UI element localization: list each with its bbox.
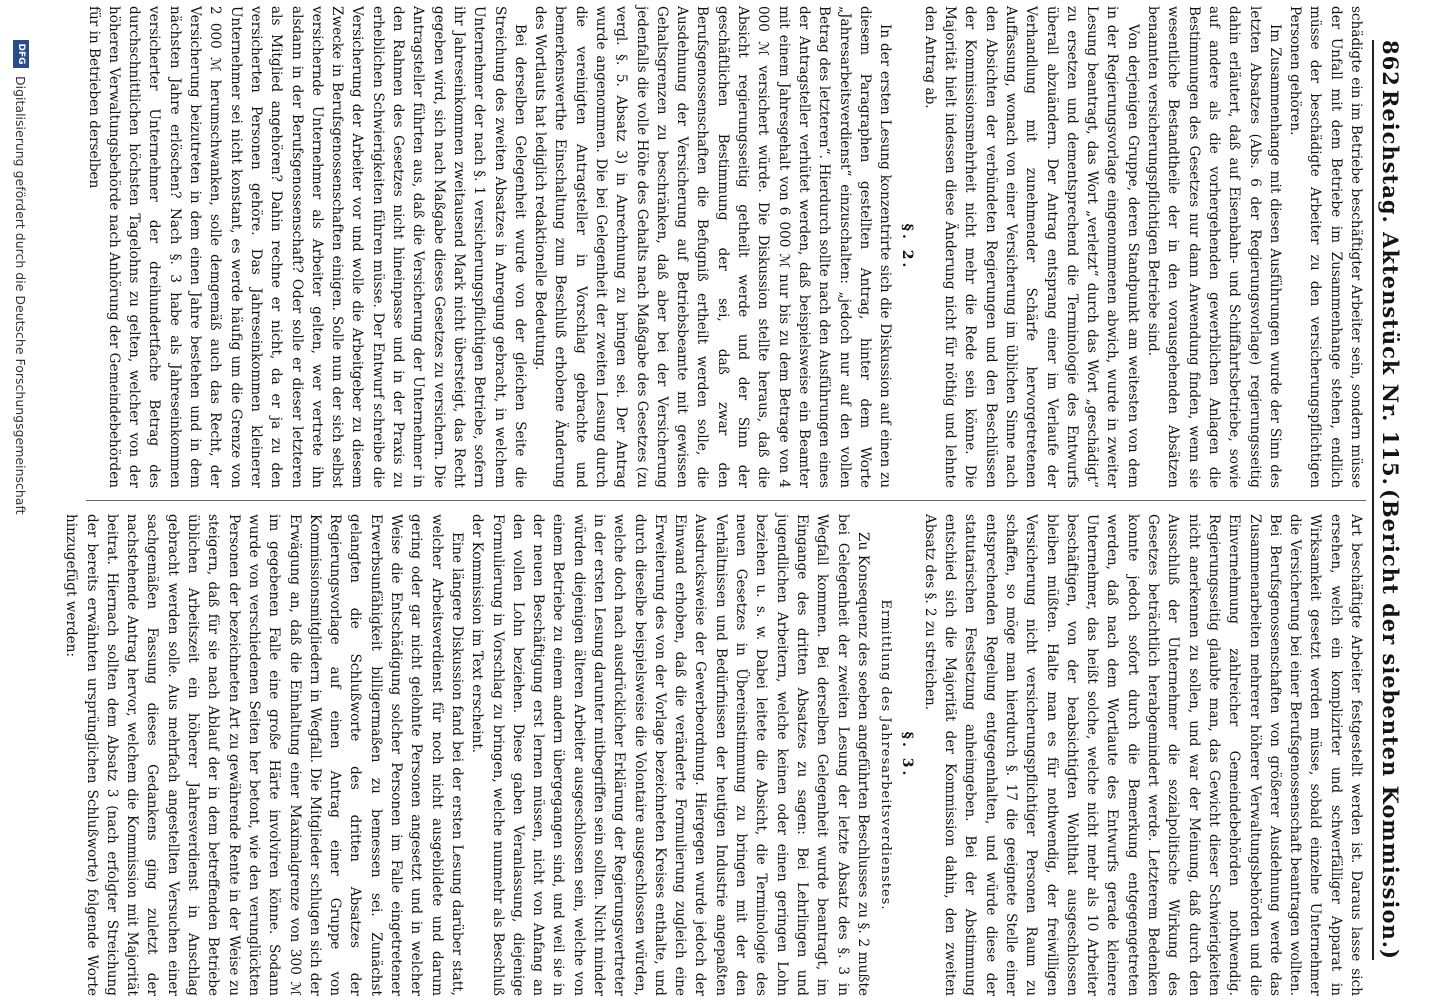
dfg-logo: DFG [13, 40, 29, 68]
paragraph: Zu Konsequenz des soeben angeführten Beschlusses zu §. 2 mußte bei Gelegenheit der zweiten Lesung der letzte Absatz des §. 3 in Wegfall kommen. Bei derselben Gelegenheit wurde beantragt, im Eingange des dritten Absatzes zu sagen: Bei Lehrlingen und jugendlichen Arbeitern, welche keinen oder einen geringen Lohn beziehen u. s. w. Dabei leitete die Absicht, die Terminologie des neuen Gesetzes in Übereinstimmung zu bringen mit der den Verhältnissen und Bedürfnissen der heutigen Industrie angepaßten Ausdrucksweise der Gewerbeordnung. Hiergegen wurde jedoch der Einwand erhoben, daß die veränderte Formulierung zugleich eine Erweiterung des von der Vorlage bezeichneten Kreises enthalte, und durch dieselbe beispielsweise die Volontaire ausgeschlossen würden, welche doch nach ausdrücklicher Erklärung der Regierungsvertreter in der ersten Lesung darunter mitbegriffen sein sollten. Nicht minder würden diejenigen älteren Arbeiter ausgeschlossen sein, welche von einem Betriebe zu einem andern übergegangen sind, und weil sie in der neuen Beschäftigung erst lernen müssen, nicht von Anfang an den vollen Lohn beziehen. Diese gaben Veranlassung, diejenige Formulierung in Vorschlag zu bringen, welche nunmehr als Beschluß der Kommission im Text erscheint. [469, 514, 871, 996]
header-rule [1372, 40, 1374, 960]
paragraph: Eine längere Diskussion fand bei der ersten Lesung darüber statt, welcher Arbeitsverdienst für noch nicht ausgebildete und darum gering oder gar nicht gelohnte Personen angesetzt und in welcher Weise die Entschädigung solcher Personen im Falle eingetretener Erwerbsunfähigkeit billigermaßen zu bemessen sei. Zunächst gelangten die Schlußworte des dritten Absatzes der Regierungsvorlage auf einen Antrag einer Gruppe von Kommissionsmitgliedern in Wegfall. Die Mitglieder schlugen sich der Erwägung an, daß die Einhaltung einer Maximalgrenze von 300 ℳ im gegebenen Falle eine große Härte involviren könne. Sodann wurde von verschiedenen Seiten her betont, wie den verunglückten Personen der bezeichneten Art zu gewährende Rente in der Weise zu steigern, daß für sie nach Ablauf der in dem betreffenden Betriebe üblichen Arbeitszeit ein höherer Jahresverdienst in Anschlag gebracht werden solle. Aus mehrfach angestellten Versuchen einer sachgemäßen Fassung dieses Gedankens ging zuletzt der nachstehende Antrag hervor, welchem die Kommission mit Majorität beitrat. Hiernach sollten dem Absatz 3 (nach erfolgter Streichung der bereits erwähnten ursprünglichen Schlußworte) folgende Worte hinzugefügt werden: [63, 514, 465, 996]
footer-text: Digitalisierung gefördert durch die Deutsche Forschungsgemeinschaft [13, 76, 29, 515]
paragraph: Von derjenigen Gruppe, deren Standpunkt am weitesten von dem in der Regierungsvorlage eingenommenen abwich, wurde in zweiter Lesung beantragt, das Wort „verletzt“ durch das Wort „geschädigt“ zu ersetzen und dementsprechend die Terminologie des Entwurfs überall abzuändern. Der Antrag entsprang einer im Verlaufe der Verhandlung mit zunehmender Schärfe hervorgetretenen Auffassung, wonach von einer Versicherung im üblichen Sinne nach den Absichten der verbündeten Regierungen und den Beschlüssen der Kommissionsmehrheit nicht mehr die Rede sein könne. Die Majorität hielt indessen diese Änderung nicht für nöthig und lehnte den Antrag ab. [921, 6, 1141, 488]
paragraph: Bei derselben Gelegenheit wurde von der gleichen Seite die Streichung des zweiten Absatzes in Anregung gebracht, in welchem Unternehmer der nach §. 1 versicherungspflichtigen Betriebe, sofern ihr Jahreseinkommen zweitausend Mark nicht übersteigt, das Recht gegeben wird, sich nach Maßgabe dieses Gesetzes zu versichern. Die Antragsteller führten aus, daß die Versicherung der Unternehmer in den Rahmen des Gesetzes nicht hineinpasse und in der Praxis zu erheblichen Schwierigkeiten führen müsse. Der Entwurf schreibe die Versicherung der Arbeiter vor und wolle die Arbeitgeber zu diesem Zwecke in Berufsgenossenschaften einigen. Solle nun der sich selbst versichernde Unternehmer als Arbeiter gelten, wer vertrete ihn alsdann in der Berufsgenossenschaft? Oder solle er dieser letzteren als Mitglied angehören? Dahin rechne er nicht, da er ja zu den versicherten Personen gehöre. Das Jahreseinkommen kleinerer Unternehmer sei nicht konstant, es werde häufig um die Grenze von 2 000 ℳ herumschwanken, solle demgemäß auch das Recht, der Versicherung beizutreten in dem einen Jahre bestehen und in dem nächsten Jahre erlöschen? Nach §. 3 habe als Jahreseinkommen versicherter Unternehmer der dreihundertfache Betrag des durchschnittlichen höchsten Tagelohns zu gelten, welcher von der höheren Verwaltungsbehörde nach Anhörung der Gemeindebehörden für in Betrieben derselben [85, 6, 528, 488]
paragraph: In der ersten Lesung konzentrirte sich die Diskussion auf einen zu diesem Paragraphen gestellten Antrag, hinter dem Worte „Jahresarbeitsverdienst“ einzuschalten: „jedoch nur auf den vollen Betrag des letzteren“. Hierdurch sollte nach den Ausführungen eines der Antragsteller verhütet werden, daß beispielsweise ein Beamter mit einem Jahresgehalt von 6 000 ℳ nur bis zu dem Betrage von 4 000 ℳ versichert würde. Die Diskussion stellte heraus, daß die Absicht regierungsseitig getheilt werde und der Sinn der geschäftlichen Bestimmung der sei, daß zwar den Berufsgenossenschaften die Befugniß ertheilt werden solle, die Ausdehnung der Versicherung auf Betriebsbeamte mit gewissen Gehaltsgrenzen zu beschränken, daß aber bei der Versicherung jedenfalls die volle Höhe des Gehalts nach Maßgabe des Gesetzes (zu vergl. §. 5. Absatz 3) in Anrechnung zu bringen sei. Der Antrag wurde angenommen. Die bei Gelegenheit der zweiten Lesung durch die vereinigten Antragsteller in Vorschlag gebrachte und bemerkenswerthe Einschaltung zum Beschluß erhobene Änderung des Wortlauts hat lediglich redaktionelle Bedeutung. [532, 6, 894, 488]
header-section-title: (Bericht der siebenten Kommission.) [1378, 488, 1403, 960]
header-title: Reichstag. Aktenstück Nr. 115. [1378, 89, 1403, 486]
paragraph: schädigte ein im Betriebe beschäftigter Arbeiter sein, sondern müsse der Unfall mit dem Betriebe im Zusammenhange stehen, endlich müsse der beschädigte Arbeiter zu den versicherungspflichtigen Personen gehören. [1287, 6, 1364, 488]
digitization-footer [10, 40, 32, 940]
section-heading: §. 3. [899, 731, 916, 779]
paragraph: Im Zusammenhange mit diesen Ausführungen wurde der Sinn des letzten Absatzes (Abs. 6 der Regierungsvorlage) regierungsseitig dahin erläutert, daß auf Eisenbahn- und Schiffahrtsbetriebe, sowie auf andere als die vorhergehenden gewerblichen Anlagen die Bestimmungen des Gesetzes nur dann Anwendung finden, wenn sie wesentliche Bestandtheile der in den vorausgehenden Absätzen benannten versicherungspflichtigen Betriebe sind. [1145, 6, 1283, 488]
left-column [76, 6, 1366, 488]
page-number: 862 [1378, 40, 1403, 87]
paragraph: Art beschäftigte Arbeiter festgestellt werden ist. Daraus lasse sich ersehen, welch ein komplizirter und schwerfälliger Apparat in Wirksamkeit gesetzt werden müsse, sobald einzelne Unternehmer die Versicherung bei einer Berufsgenossenschaft beantragen wollten. Bei Berufsgenossenschaften von größerer Ausdehnung werde das Zusammenarbeiten mehrerer höherer Verwaltungsbehörden und die Einvernehmung zahlreicher Gemeindebehörden nothwendig. Regierungsseitig glaubte man, das Gewicht dieser Schwierigkeiten nicht anerkennen zu sollen, und war der Meinung, daß durch den Ausschluß der Unternehmer die sozialpolitische Wirkung des Gesetzes beträchtlich herabgemindert werde. Letzterem Bedenken konnte jedoch sofort durch die Bemerkung entgegengetreten werden, daß nach dem Wortlaute des Entwurfs gerade kleinere Unternehmer, das heißt solche, welche nicht mehr als 10 Arbeiter beschäftigen, von der beabsichtigten Wohlthat ausgeschlossen bleiben müßten. Halte man es für nothwendig, der freiwilligen Versicherung nicht versicherungspflichtiger Personen Raum zu schaffen, so möge man hierdurch §. 17 die geeignete Stelle einer entsprechenden Regelung entgegenhalten, und würde diese der statutarischen Festsetzung anheimgeben. Bei der Abstimmung entschied sich die Majorität der Kommission dahin, den zweiten Absatz des §. 2 zu streichen. [921, 514, 1364, 996]
section-heading: §. 2. [899, 223, 916, 271]
section-subtitle: Ermittlung des Jahresarbeitsverdienstes. [878, 599, 894, 911]
running-header [1378, 40, 1418, 960]
right-column [63, 514, 1366, 996]
column-divider [86, 500, 1366, 501]
